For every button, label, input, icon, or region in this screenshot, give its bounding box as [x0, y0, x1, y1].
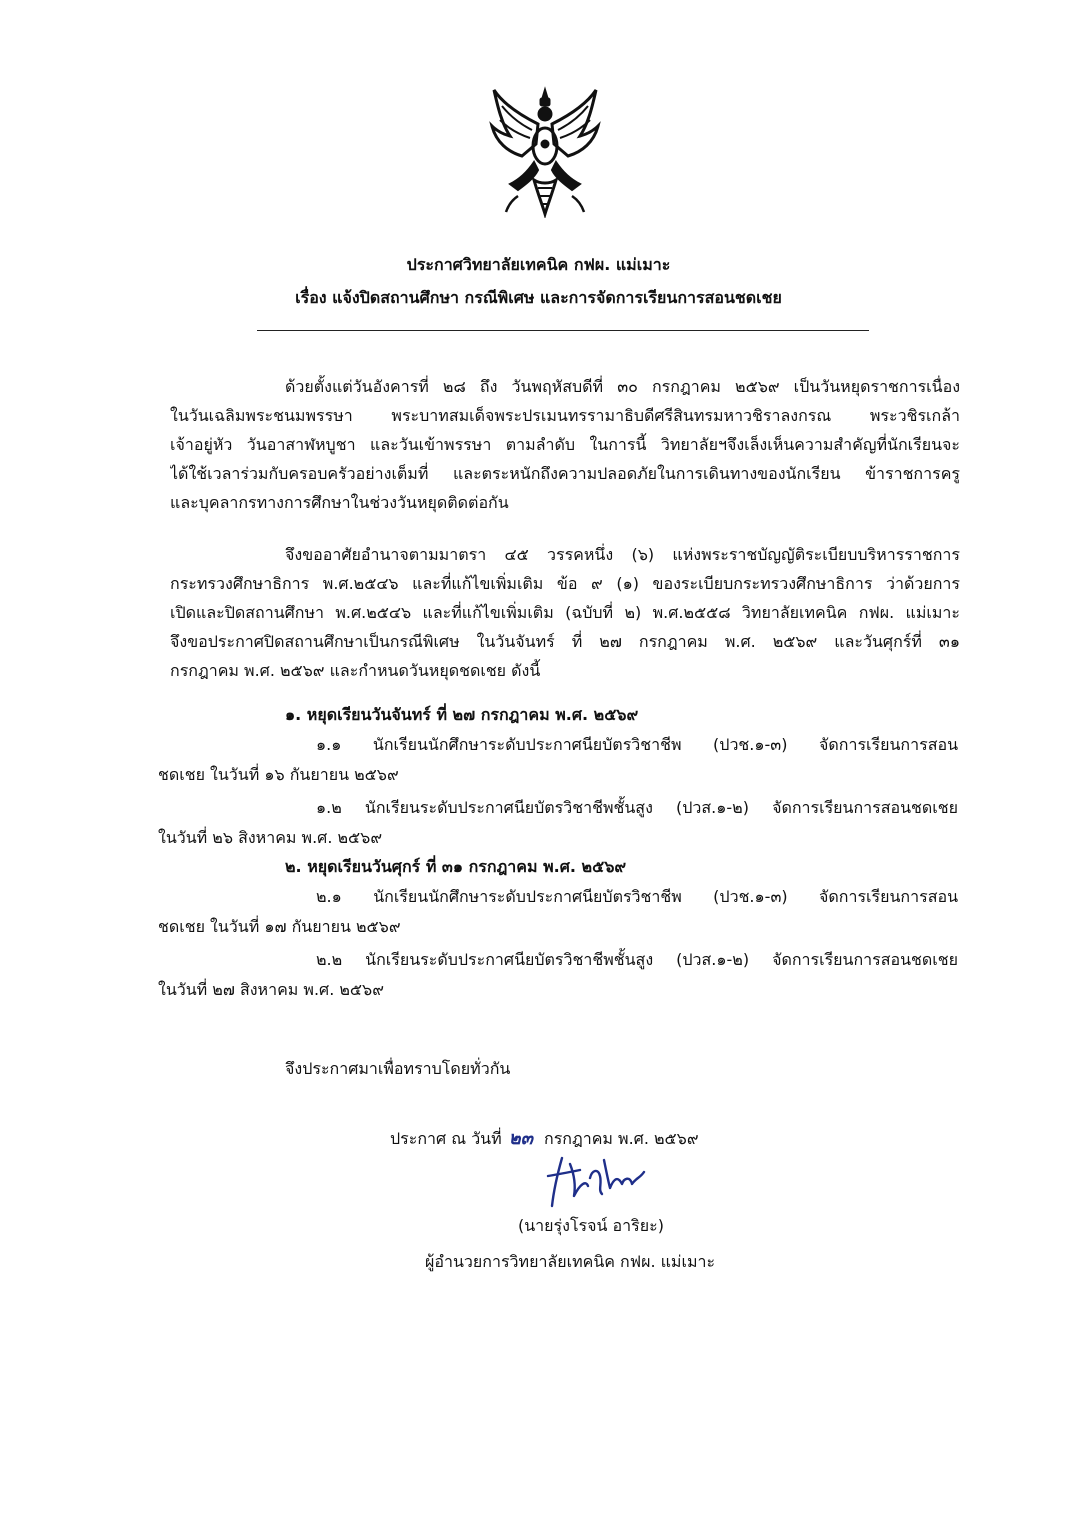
paragraph-line: กรกฎาคม พ.ศ. ๒๕๖๙ และกำหนดวันหยุดชดเชย ดังนี้	[170, 661, 541, 680]
date-prefix: ประกาศ ณ วันที่	[390, 1129, 502, 1148]
paragraph-1	[170, 372, 960, 517]
item-2-heading: ๒. หยุดเรียนวันศุกร์ ที่ ๓๑ กรกฎาคม พ.ศ. ๒๕๖๙	[285, 857, 627, 876]
sub-item-line: ๒.๑ นักเรียนนักศึกษาระดับประกาศนียบัตรวิชาชีพ (ปวช.๑-๓) จัดการเรียนการสอน	[316, 887, 958, 906]
item-2-1	[158, 882, 958, 942]
signature-icon	[540, 1150, 660, 1210]
item-1-heading: ๑. หยุดเรียนวันจันทร์ ที่ ๒๗ กรกฎาคม พ.ศ. ๒๕๖๙	[285, 705, 639, 724]
header-divider	[257, 330, 869, 331]
item-1-2	[158, 793, 958, 853]
paragraph-2	[170, 540, 960, 685]
sub-item-line: ในวันที่ ๒๗ สิงหาคม พ.ศ. ๒๕๖๙	[158, 980, 384, 999]
item-1-1	[158, 730, 958, 790]
paragraph-line: ด้วยตั้งแต่วันอังคารที่ ๒๘ ถึง วันพฤหัสบดีที่ ๓๐ กรกฎาคม ๒๕๖๙ เป็นวันหยุดราชการเนื่อง	[285, 377, 960, 396]
sub-item-line: ชดเชย ในวันที่ ๑๗ กันยายน ๒๕๖๙	[158, 917, 401, 936]
sub-item-line: ๑.๒ นักเรียนระดับประกาศนียบัตรวิชาชีพชั้นสูง (ปวส.๑-๒) จัดการเรียนการสอนชดเชย	[316, 798, 958, 817]
closing-statement: จึงประกาศมาเพื่อทราบโดยทั่วกัน	[285, 1059, 511, 1078]
sub-item-line: ๒.๒ นักเรียนระดับประกาศนียบัตรวิชาชีพชั้นสูง (ปวส.๑-๒) จัดการเรียนการสอนชดเชย	[316, 950, 958, 969]
paragraph-line: ในวันเฉลิมพระชนมพรรษา พระบาทสมเด็จพระปรเมนทรรามาธิบดีศรีสินทรมหาวชิราลงกรณ พระวชิรเกล้า	[170, 406, 960, 425]
date-suffix: กรกฎาคม พ.ศ. ๒๕๖๙	[544, 1129, 699, 1148]
sub-item-line: ๑.๑ นักเรียนนักศึกษาระดับประกาศนียบัตรวิชาชีพ (ปวช.๑-๓) จัดการเรียนการสอน	[316, 735, 958, 754]
paragraph-line: กระทรวงศึกษาธิการ พ.ศ.๒๕๔๖ และที่แก้ไขเพิ่มเติม ข้อ ๙ (๑) ของระเบียบกระทรวงศึกษาธิการ ว่าด้วยการ	[170, 574, 960, 593]
paragraph-line: เปิดและปิดสถานศึกษา พ.ศ.๒๕๔๖ และที่แก้ไขเพิ่มเติม (ฉบับที่ ๒) พ.ศ.๒๕๕๘ วิทยาลัยเทคนิค กฟผ. แม่เมาะ	[170, 603, 960, 622]
announcement-title: ประกาศวิทยาลัยเทคนิค กฟผ. แม่เมาะ	[406, 255, 671, 274]
paragraph-line: ได้ใช้เวลาร่วมกับครอบครัวอย่างเต็มที่ และตระหนักถึงความปลอดภัยในการเดินทางของนักเรียน ข้าราชการครู	[170, 464, 960, 483]
signatory-name: (นายรุ่งโรจน์ อาริยะ)	[518, 1216, 664, 1235]
paragraph-line: จึงขออาศัยอำนาจตามมาตรา ๔๕ วรรคหนึ่ง (๖) แห่งพระราชบัญญัติระเบียบบริหารราชการ	[285, 545, 960, 564]
date-day-handwritten: ๒๓	[508, 1128, 533, 1149]
paragraph-line: และบุคลากรทางการศึกษาในช่วงวันหยุดติดต่อกัน	[170, 493, 509, 512]
paragraph-line: จึงขอประกาศปิดสถานศึกษาเป็นกรณีพิเศษ ในวันจันทร์ ที่ ๒๗ กรกฎาคม พ.ศ. ๒๕๖๙ และวันศุกร์ที่ ๓๑	[170, 632, 960, 651]
item-2-2	[158, 945, 958, 1005]
sub-item-line: ชดเชย ในวันที่ ๑๖ กันยายน ๒๕๖๙	[158, 765, 399, 784]
sub-item-line: ในวันที่ ๒๖ สิงหาคม พ.ศ. ๒๕๖๙	[158, 828, 383, 847]
garuda-emblem-icon	[488, 84, 602, 218]
announcement-subject: เรื่อง แจ้งปิดสถานศึกษา กรณีพิเศษ และการจัดการเรียนการสอนชดเชย	[295, 288, 782, 307]
paragraph-line: เจ้าอยู่หัว วันอาสาฬหบูชา และวันเข้าพรรษา ตามลำดับ ในการนี้ วิทยาลัยฯจึงเล็งเห็นความสำคัญที่นักเรียนจะ	[170, 435, 960, 454]
signatory-position: ผู้อำนวยการวิทยาลัยเทคนิค กฟผ. แม่เมาะ	[425, 1252, 716, 1271]
announcement-date	[390, 1125, 699, 1153]
